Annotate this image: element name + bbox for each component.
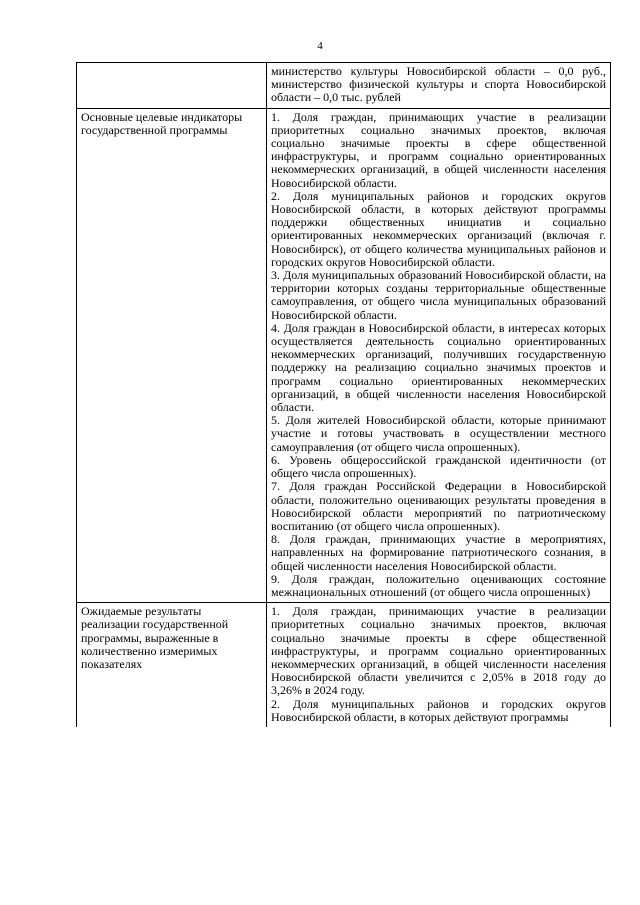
result-item-1: 1. Доля граждан, принимающих участие в реализации приоритетных социально значимых проектов, включая социально значимые проекты в сфере общественной инфраструктуры, и программ социально ориентированных некоммерческих организаций, в общей численности населения Новосибирской области увеличится с 2,05% в 2018 году до 3,26% в 2024 году. bbox=[271, 604, 606, 698]
indicator-item-3: 3. Доля муниципальных образований Новосибирской области, на территории которых созданы территориальные общественные самоуправления, от общего числа муниципальных образований Новосибирской области. bbox=[271, 268, 606, 322]
row-value-cell bbox=[267, 603, 611, 727]
row-label: Ожидаемые результаты реализации государственной программы, выраженные в количественно измеримых показателях bbox=[81, 604, 229, 671]
table-row-financing-continuation bbox=[77, 63, 611, 109]
financing-paragraph: министерство культуры Новосибирской области – 0,0 руб., министерство физической культуры и спорта Новосибирской области – 0,0 тыс. рублей bbox=[271, 64, 606, 105]
indicator-item-4: 4. Доля граждан в Новосибирской области, в интересах которых осуществляется деятельность социально ориентированных некоммерческих организаций, получивших государственную поддержку на реализацию социально значимых проектов и программ социально ориентированных некоммерческих организаций, в общей численности населения Новосибирской области. bbox=[271, 320, 606, 415]
indicator-item-1: 1. Доля граждан, принимающих участие в реализации приоритетных социально значимых проектов, включая социально значимые проекты в сфере общественной инфраструктуры, и программ социально ориентированных некоммерческих организаций, в общей численности населения Новосибирской области. bbox=[271, 109, 606, 190]
indicator-item-6: 6. Уровень общероссийской гражданской идентичности (от общего числа опрошенных). bbox=[271, 452, 606, 481]
row-label: Основные целевые индикаторы государственной программы bbox=[81, 109, 243, 137]
row-value-cell bbox=[267, 63, 611, 109]
indicator-item-2: 2. Доля муниципальных районов и городских округов Новосибирской области, в которых действуют программы поддержки общественных инициатив и социально ориентированных некоммерческих организаций (включая г. Новосибирск), от общего количества муниципальных районов и городских округов Новосибирской области. bbox=[271, 188, 606, 269]
page-number: 4 bbox=[317, 40, 323, 52]
indicator-item-7: 7. Доля граждан Российской Федерации в Новосибирской области, положительно оценивающих результаты проведения в Новосибирской области мероприятий по патриотическому воспитанию (от общего числа опрошенных). bbox=[271, 479, 606, 533]
table-row-expected-results bbox=[77, 603, 611, 727]
table-row-target-indicators bbox=[77, 108, 611, 603]
indicator-item-5: 5. Доля жителей Новосибирской области, которые принимают участие и готовы участвовать в осуществлении местного самоуправления (от общего числа опрошенных). bbox=[271, 413, 606, 454]
indicator-item-8: 8. Доля граждан, принимающих участие в мероприятиях, направленных на формирование патриотического сознания, в общей численности населения Новосибирской области. bbox=[271, 532, 606, 573]
row-value-cell bbox=[267, 108, 611, 603]
row-label-cell bbox=[77, 108, 267, 603]
indicator-item-9: 9. Доля граждан, положительно оценивающих состояние межнациональных отношений (от общего числа опрошенных) bbox=[271, 571, 606, 599]
program-passport-table bbox=[76, 62, 611, 727]
row-label-cell bbox=[77, 603, 267, 727]
result-item-2: 2. Доля муниципальных районов и городских округов Новосибирской области, в которых действуют программы bbox=[271, 696, 606, 724]
row-label-cell bbox=[77, 63, 267, 109]
